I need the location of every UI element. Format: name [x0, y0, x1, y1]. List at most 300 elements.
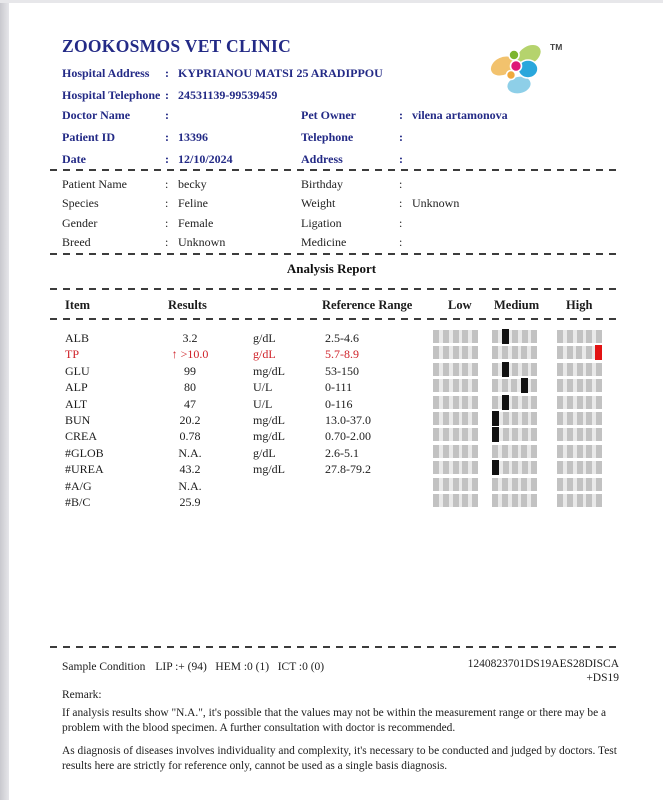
result-row — [0, 363, 663, 379]
stripe — [453, 363, 459, 376]
stripe — [522, 428, 528, 441]
cell-unit: U/L — [253, 380, 273, 395]
low-indicator — [433, 445, 478, 458]
high-indicator — [557, 494, 602, 507]
cell-unit: g/dL — [253, 331, 276, 345]
stripe — [557, 363, 563, 376]
stripe — [503, 428, 509, 441]
info-value: Unknown — [412, 196, 460, 211]
stripe — [596, 330, 602, 343]
high-indicator — [557, 445, 602, 458]
stripe — [567, 428, 573, 441]
stripe — [586, 478, 592, 491]
medium-indicator — [492, 363, 537, 376]
cell-result: 25.9 — [179, 494, 201, 509]
result-row — [0, 428, 663, 444]
stripe — [472, 363, 478, 376]
stripe — [531, 396, 537, 409]
sample-code-line1: 1240823701DS19AES28DISCA — [467, 658, 619, 670]
stripe — [557, 494, 563, 507]
cell-range: 5.7-8.9 — [325, 347, 359, 362]
stripe — [443, 330, 449, 343]
stripe — [433, 363, 439, 376]
stripe — [433, 396, 439, 409]
cell-item: #B/C — [65, 494, 91, 509]
info-colon: : — [165, 88, 169, 102]
stripe — [443, 445, 449, 458]
stripe — [531, 346, 537, 359]
stripe — [557, 412, 563, 425]
stripe — [472, 330, 478, 343]
stripe — [462, 478, 468, 491]
cell-range: 13.0-37.0 — [325, 412, 371, 427]
stripe — [453, 445, 459, 458]
stripe — [492, 346, 498, 359]
info-row — [301, 126, 508, 148]
header-results: Results — [168, 298, 207, 312]
stripe — [557, 379, 563, 392]
stripe — [453, 379, 459, 392]
info-colon: : — [399, 130, 403, 144]
stripe — [522, 330, 528, 343]
stripe — [586, 428, 592, 441]
cell-item: #A/G — [65, 478, 92, 493]
info-label: Address — [301, 152, 343, 166]
stripe — [586, 363, 592, 376]
cell-result: 47 — [184, 396, 196, 411]
stripe — [577, 330, 583, 343]
info-row — [62, 214, 225, 233]
medium-indicator — [492, 346, 537, 359]
stripe — [586, 379, 592, 392]
stripe — [531, 330, 537, 343]
cell-result: 80 — [184, 380, 196, 395]
stripe — [567, 412, 573, 425]
cell-item: TP — [65, 347, 80, 362]
info-colon: : — [165, 66, 169, 80]
stripe — [443, 478, 449, 491]
low-indicator — [433, 346, 478, 359]
info-label: Doctor Name — [62, 108, 131, 122]
high-indicator — [557, 330, 602, 343]
cell-item: ALP — [65, 380, 88, 395]
info-label: Ligation — [301, 215, 342, 230]
info-colon: : — [399, 234, 403, 249]
stripe — [443, 461, 449, 474]
marker-stripe — [492, 460, 499, 475]
result-row — [0, 396, 663, 412]
stripe — [586, 412, 592, 425]
stripe — [577, 428, 583, 441]
stripe — [586, 346, 592, 359]
info-label: Medicine — [301, 234, 347, 249]
stripe — [576, 346, 582, 359]
stripe — [577, 363, 583, 376]
stripe — [596, 363, 602, 376]
case-info-left-column — [62, 104, 233, 170]
remark-section — [62, 706, 618, 782]
low-indicator — [433, 379, 478, 392]
stripe — [577, 445, 583, 458]
marker-stripe — [521, 378, 528, 393]
low-indicator — [433, 363, 478, 376]
stripe — [596, 461, 602, 474]
cell-result: 0.78 — [179, 429, 201, 444]
stripe — [567, 379, 573, 392]
stripe — [462, 330, 468, 343]
stripe — [557, 445, 563, 458]
stripe — [472, 445, 478, 458]
divider-dashed-3 — [50, 288, 618, 290]
stripe — [577, 412, 583, 425]
cell-unit: g/dL — [253, 445, 276, 460]
info-colon: : — [165, 196, 169, 211]
info-colon: : — [399, 196, 403, 211]
stripe — [577, 396, 583, 409]
stripe — [586, 461, 592, 474]
header-low: Low — [448, 298, 472, 312]
stripe — [586, 330, 592, 343]
stripe — [557, 330, 563, 343]
cell-range: 0.70-2.00 — [325, 429, 371, 444]
stripe — [472, 461, 478, 474]
results-table-body — [0, 330, 663, 510]
info-row — [301, 148, 508, 170]
stripe — [521, 478, 527, 491]
marker-stripe — [502, 362, 509, 377]
results-table-header — [0, 298, 663, 314]
stripe — [462, 412, 468, 425]
stripe — [462, 396, 468, 409]
cell-result: N.A. — [178, 445, 202, 460]
info-row — [62, 233, 225, 252]
divider-dashed-4 — [50, 318, 618, 320]
info-row — [62, 194, 225, 213]
info-row — [301, 233, 459, 252]
info-label: Date — [62, 152, 86, 166]
stripe — [462, 445, 468, 458]
info-colon: : — [165, 234, 169, 249]
stripe — [596, 428, 602, 441]
cell-item: BUN — [65, 412, 91, 427]
result-row — [0, 379, 663, 395]
stripe — [531, 461, 537, 474]
medium-indicator — [492, 445, 537, 458]
stripe — [472, 396, 478, 409]
cell-unit: mg/dL — [253, 412, 285, 427]
stripe — [512, 428, 518, 441]
result-row — [0, 445, 663, 461]
stripe — [453, 412, 459, 425]
cell-result: N.A. — [178, 478, 202, 493]
patient-info-section — [0, 175, 663, 253]
stripe — [462, 428, 468, 441]
stripe — [462, 346, 468, 359]
high-indicator — [557, 428, 602, 441]
hospital-info-section — [62, 62, 383, 106]
result-row — [0, 461, 663, 477]
high-indicator — [557, 461, 602, 474]
stripe — [462, 494, 468, 507]
cell-unit: mg/dL — [253, 363, 285, 378]
remark-paragraph: As diagnosis of diseases involves individuality and complexity, it's necessary to be conducted and judged by doctors. Test results here are strictly for reference only, cannot be used as a single basis diagnosis. — [62, 745, 617, 772]
stripe — [443, 363, 449, 376]
sample-code-block — [468, 658, 619, 685]
low-indicator — [433, 330, 478, 343]
info-row — [301, 175, 459, 194]
case-info-section — [0, 104, 663, 170]
stripe — [512, 346, 518, 359]
trademark-label: TM — [550, 42, 563, 52]
stripe — [577, 494, 583, 507]
stripe — [433, 461, 439, 474]
info-row — [301, 104, 508, 126]
marker-stripe — [492, 411, 499, 426]
stripe — [557, 461, 563, 474]
stripe — [433, 478, 439, 491]
cell-item: ALT — [65, 396, 88, 411]
medium-indicator — [492, 396, 537, 409]
stripe — [531, 379, 537, 392]
result-row — [0, 412, 663, 428]
cell-result: 99 — [184, 363, 196, 378]
medium-indicator — [492, 412, 537, 425]
divider-dashed-2 — [50, 253, 618, 255]
info-value: KYPRIANOU MATSI 25 ARADIPPOU — [178, 66, 383, 80]
info-colon: : — [399, 215, 403, 230]
medium-indicator — [492, 461, 537, 474]
marker-stripe — [502, 395, 509, 410]
cell-range: 2.6-5.1 — [325, 445, 359, 460]
medium-indicator — [492, 494, 537, 507]
stripe — [531, 478, 537, 491]
stripe — [453, 330, 459, 343]
stripe — [596, 478, 602, 491]
cell-result: ↑ >10.0 — [171, 347, 209, 362]
stripe — [453, 494, 459, 507]
cell-item: #GLOB — [65, 445, 104, 460]
stripe — [521, 445, 527, 458]
info-colon: : — [165, 108, 169, 122]
stripe — [567, 330, 573, 343]
stripe — [596, 396, 602, 409]
sample-condition-values: LIP :+ (94) HEM :0 (1) ICT :0 (0) — [155, 661, 325, 673]
result-row — [0, 330, 663, 346]
stripe — [577, 379, 583, 392]
cell-result: 3.2 — [182, 331, 198, 345]
stripe — [512, 412, 518, 425]
stripe — [502, 478, 508, 491]
cell-item: ALB — [65, 331, 89, 345]
low-indicator — [433, 461, 478, 474]
cell-unit: mg/dL — [253, 429, 285, 444]
header-high: High — [566, 298, 593, 312]
stripe — [567, 445, 573, 458]
stripe — [443, 494, 449, 507]
info-label: Gender — [62, 215, 98, 230]
cell-range: 2.5-4.6 — [325, 331, 359, 345]
remark-paragraph: If analysis results show "N.A.", it's possible that the values may not be within the measurement range or there may be a problem with the blood specimen. A further consultation with doctor is recommended. — [62, 707, 607, 734]
medium-indicator — [492, 330, 537, 343]
stripe — [502, 346, 508, 359]
analysis-report-title: Analysis Report — [286, 261, 377, 276]
info-label: Pet Owner — [301, 108, 356, 122]
stripe — [433, 330, 439, 343]
high-indicator — [557, 363, 602, 376]
stripe — [492, 379, 498, 392]
info-row — [62, 175, 225, 194]
header-reference-range: Reference Range — [322, 298, 413, 312]
stripe — [433, 494, 439, 507]
stripe — [531, 445, 537, 458]
result-row — [0, 478, 663, 494]
stripe — [492, 494, 498, 507]
stripe — [557, 428, 563, 441]
stripe — [531, 428, 537, 441]
cell-range: 0-111 — [325, 380, 353, 395]
info-label: Patient Name — [62, 177, 127, 191]
info-row — [62, 126, 233, 148]
stripe — [453, 428, 459, 441]
low-indicator — [433, 396, 478, 409]
stripe — [472, 412, 478, 425]
medium-indicator — [492, 379, 537, 392]
medium-indicator — [492, 478, 537, 491]
page-top-edge — [0, 0, 663, 3]
clinic-name: ZOOKOSMOS VET CLINIC — [62, 36, 292, 56]
header-item: Item — [65, 298, 90, 312]
info-colon: : — [399, 108, 403, 122]
stripe — [521, 346, 527, 359]
low-indicator — [433, 428, 478, 441]
stripe — [472, 478, 478, 491]
stripe — [512, 330, 518, 343]
stripe — [433, 412, 439, 425]
info-label: Telephone — [301, 130, 354, 144]
stripe — [512, 461, 518, 474]
stripe — [443, 346, 449, 359]
info-label: Breed — [62, 234, 91, 249]
stripe — [531, 494, 537, 507]
divider-dashed-1 — [50, 169, 618, 171]
low-indicator — [433, 478, 478, 491]
stripe — [512, 363, 518, 376]
remark-label: Remark: — [62, 689, 102, 701]
stripe — [557, 346, 563, 359]
stripe — [586, 494, 592, 507]
info-label: Birthday — [301, 177, 343, 191]
header-medium: Medium — [494, 298, 540, 312]
cell-item: GLU — [65, 363, 90, 378]
stripe — [453, 478, 459, 491]
stripe — [531, 412, 537, 425]
cell-unit: U/L — [253, 396, 273, 411]
patient-info-left-column — [62, 175, 225, 252]
stripe — [503, 412, 509, 425]
stripe — [531, 363, 537, 376]
info-colon: : — [399, 177, 403, 191]
info-colon: : — [399, 152, 403, 166]
high-indicator — [557, 412, 602, 425]
info-label: Hospital Telephone — [62, 88, 161, 102]
result-row — [0, 346, 663, 362]
cell-range: 0-116 — [325, 396, 353, 411]
divider-dashed-5 — [50, 646, 618, 648]
stripe — [567, 363, 573, 376]
stripe — [502, 445, 508, 458]
info-value: vilena artamonova — [412, 108, 508, 122]
low-indicator — [433, 494, 478, 507]
info-value: 13396 — [178, 130, 208, 144]
stripe — [443, 396, 449, 409]
case-info-right-column — [301, 104, 508, 170]
stripe — [502, 494, 508, 507]
patient-info-right-column — [301, 175, 459, 252]
info-row — [62, 84, 383, 106]
stripe — [492, 478, 498, 491]
stripe — [492, 363, 498, 376]
high-indicator — [557, 396, 602, 409]
info-value: Female — [178, 215, 214, 230]
stripe — [462, 461, 468, 474]
stripe — [557, 396, 563, 409]
stripe — [596, 379, 602, 392]
stripe — [492, 445, 498, 458]
info-value: becky — [178, 177, 207, 191]
high-indicator — [557, 346, 602, 359]
cell-unit: mg/dL — [253, 462, 285, 477]
stripe — [512, 494, 518, 507]
stripe — [596, 445, 602, 458]
stripe — [586, 445, 592, 458]
stripe — [586, 396, 592, 409]
info-value: 24531139-99539459 — [178, 88, 278, 102]
stripe — [462, 363, 468, 376]
stripe — [472, 494, 478, 507]
low-indicator — [433, 412, 478, 425]
stripe — [462, 379, 468, 392]
cell-item: #UREA — [65, 462, 104, 477]
stripe — [512, 396, 518, 409]
stripe — [512, 478, 518, 491]
stripe — [453, 461, 459, 474]
stripe — [443, 379, 449, 392]
stripe — [511, 379, 517, 392]
stripe — [577, 478, 583, 491]
high-indicator — [557, 478, 602, 491]
stripe — [512, 445, 518, 458]
stripe — [433, 428, 439, 441]
stripe — [521, 494, 527, 507]
logo-petals-icon — [488, 40, 550, 100]
stripe — [433, 445, 439, 458]
info-value: 12/10/2024 — [178, 152, 233, 166]
stripe — [472, 379, 478, 392]
stripe — [453, 396, 459, 409]
stripe — [596, 412, 602, 425]
stripe — [522, 363, 528, 376]
stripe — [522, 412, 528, 425]
cell-range: 53-150 — [325, 363, 359, 378]
cell-result: 43.2 — [179, 462, 201, 477]
info-colon: : — [165, 177, 169, 191]
sample-code-line2: +DS19 — [586, 671, 619, 684]
info-value: Feline — [178, 196, 208, 211]
result-row — [0, 494, 663, 510]
cell-item: CREA — [65, 429, 98, 444]
sample-condition-label: Sample Condition — [62, 661, 146, 673]
info-label: Hospital Address — [62, 66, 150, 80]
